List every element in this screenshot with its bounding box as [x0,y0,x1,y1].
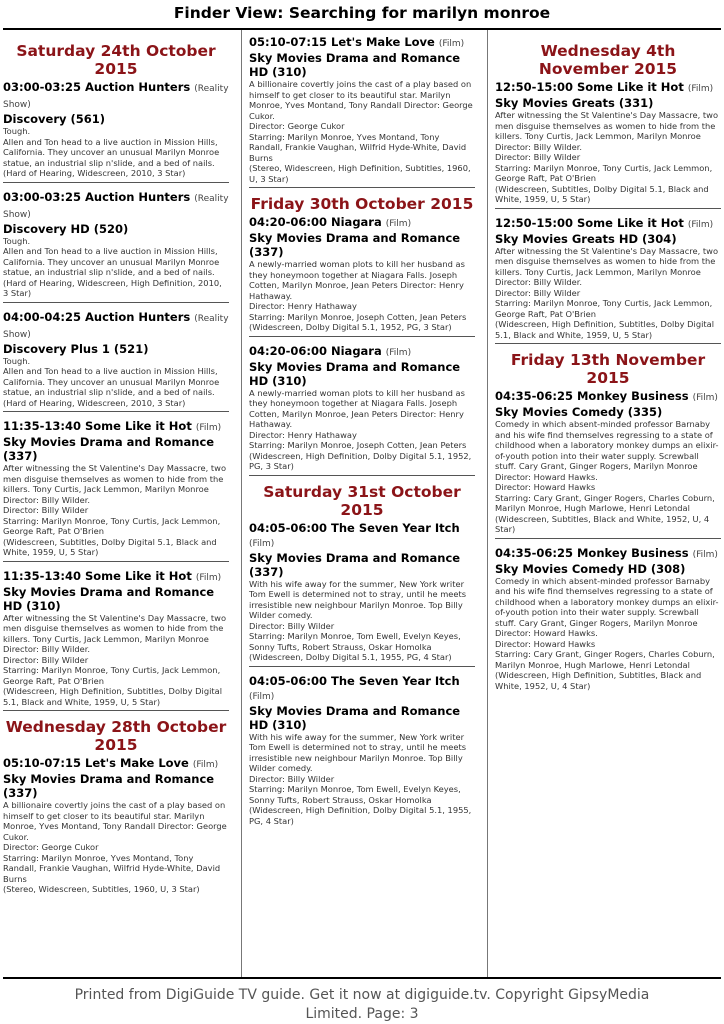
programme-type: (Film) [249,538,275,549]
programme-title-line [249,35,475,51]
programme-listing [249,344,475,476]
programme-listing [495,216,721,345]
programme-time-title: 12:50-15:00 Some Like it Hot [495,215,684,230]
programme-time-title: 04:20-06:00 Niagara [249,215,382,229]
channel-name: Sky Movies Drama and Romance (337) [249,231,461,259]
programme-time-title: 05:10-07:15 Let's Make Love [3,756,189,770]
programme-type: (Film) [692,393,718,403]
programme-type: (Film) [195,423,222,433]
footer [0,986,724,1024]
listing-column-1 [3,35,229,905]
programme-listing [249,35,475,188]
programme-type: (Film) [195,572,222,583]
column-divider [241,30,242,977]
programme-listing [249,521,475,667]
channel-name: Sky Movies Drama and Romance HD (310) [3,584,215,613]
channel-name: Sky Movies Drama and Romance (337) [3,435,215,463]
programme-time-title: 05:10-07:15 Let's Make Love [249,35,435,49]
programme-time-title: 04:05-06:00 The Seven Year Itch [249,520,460,535]
programme-listing [3,756,229,898]
programme-title-line [249,215,475,231]
programme-title-line [3,190,229,222]
programme-listing [3,419,229,562]
programme-title-line [3,756,229,772]
column-divider [487,30,488,977]
programme-listing [495,389,721,539]
programme-description: Comedy in which absent-minded professor Barnaby and his wife find themselves regressing to a state of childhood when a laboratory monkey dumps an elixir-of-youth potion into their water supply. Screwball stuff. Cary Grant, Ginger Rogers, Marilyn Monroe Director: Howard Hawks. Director: Howard Hawks Starring: Cary Grant, Ginger Rogers, Charles Coburn, Marilyn Monroe, Hugh Marlowe, Henri Letondal (Widescreen, High Definition, Subtitles, Black and White, 1952, U, 4 Star) [495,575,719,691]
programme-type: (Film) [385,347,412,358]
channel-name: Sky Movies Drama and Romance (337) [249,550,461,579]
listing-column-2 [249,35,475,836]
programme-description: After witnessing the St Valentine's Day Massacre, two men disguise themselves as women to hide from the killers. Tony Curtis, Jack Lemmon, Marilyn Monroe Director: Billy Wilder. Director: Billy Wilder Starring: Marilyn Monroe, Tony Curtis, Jack Lemmon, George Raft, Pat O'Brien (Widescreen, Subtitles, Dolby Digital 5.1, Black and White, 1959, U, 5 Star) [495,110,719,204]
programme-type: (Reality Show) [3,193,229,220]
programme-time-title: 04:00-04:25 Auction Hunters [3,309,191,324]
programme-description: With his wife away for the summer, New York writer Tom Ewell is determined not to stray, until he meets irresistible new neighbour Marilyn Monroe. Top Billy Wilder comedy. Director: Billy Wilder Starring: Marilyn Monroe, Tom Ewell, Evelyn Keyes, Sonny Tufts, Robert Strauss, Oskar Homolka (Widescreen, Dolby Digital 5.1, 1955, PG, 4 Star) [249,578,467,662]
programme-title-line [495,80,721,96]
programme-type: (Film) [438,39,465,49]
listing-column-3 [495,35,721,701]
programme-time-title: 11:35-13:40 Some Like it Hot [3,568,192,583]
programme-title-line [249,344,475,360]
programme-title-line [249,674,475,704]
programme-listing [249,674,475,830]
programme-title-line [3,419,229,435]
programme-type: (Film) [385,219,412,229]
programme-type: (Film) [692,549,718,560]
channel-name: Discovery (561) [3,112,106,126]
programme-type: (Film) [687,219,714,230]
channel-name: Sky Movies Drama and Romance (337) [3,772,215,800]
day-heading: Wednesday 28th October 2015 [5,718,227,754]
programme-description: Tough. Allen and Ton head to a live auction in Mission Hills, California. They uncover an unusual Marilyn Monroe statue, an industrial slip n'slide, and a bed of nails. (Hard of Hearing, Widescreen, 2010, 3 Star) [3,355,220,408]
programme-type: (Film) [249,691,275,702]
page-title: Finder View: Searching for marilyn monroe [173,4,551,22]
programme-listing [495,546,721,695]
programme-description: Tough. Allen and Ton head to a live auction in Mission Hills, California. They uncover an unusual Marilyn Monroe statue, an industrial slip n'slide, and a bed of nails. (Hard of Hearing, Widescreen, 2010, 3 Star) [3,126,220,178]
programme-description: With his wife away for the summer, New York writer Tom Ewell is determined not to stray, until he meets irresistible new neighbour Marilyn Monroe. Top Billy Wilder comedy. Director: Billy Wilder Starring: Marilyn Monroe, Tom Ewell, Evelyn Keyes, Sonny Tufts, Robert Strauss, Oskar Homolka (Widescreen, High Definition, Dolby Digital 5.1, 1955, PG, 4 Star) [249,731,472,826]
programme-description: A newly-married woman plots to kill her husband as they honeymoon together at Niagara Falls. Joseph Cotten, Marilyn Monroe, Jean Peters Director: Henry Hathaway. Director: Henry Hathaway Starring: Marilyn Monroe, Joseph Cotten, Jean Peters (Widescreen, Dolby Digital 5.1, 1952, PG, 3 Star) [249,259,467,332]
programme-description: After witnessing the St Valentine's Day Massacre, two men disguise themselves as women to hide from the killers. Tony Curtis, Jack Lemmon, Marilyn Monroe Director: Billy Wilder. Director: Billy Wilder Starring: Marilyn Monroe, Tony Curtis, Jack Lemmon, George Raft, Pat O'Brien (Widescreen, Subtitles, Dolby Digital 5.1, Black and White, 1959, U, 5 Star) [3,463,227,557]
channel-name: Sky Movies Comedy (335) [495,405,663,419]
programme-title-line [3,569,229,585]
channel-name: Sky Movies Drama and Romance HD (310) [249,703,461,732]
programme-time-title: 03:00-03:25 Auction Hunters [3,189,191,204]
programme-time-title: 04:20-06:00 Niagara [249,343,382,358]
programme-time-title: 11:35-13:40 Some Like it Hot [3,419,192,433]
programme-title-line [249,521,475,551]
programme-title-line [3,80,229,112]
programme-type: (Film) [192,760,219,770]
header-divider [3,28,721,30]
channel-name: Sky Movies Drama and Romance HD (310) [249,359,461,388]
footer-line-2: Limited. Page: 3 [305,1006,419,1022]
programme-title-line [3,310,229,342]
programme-description: Tough. Allen and Ton head to a live auction in Mission Hills, California. They uncover an unusual Marilyn Monroe statue, an industrial slip n'slide, and a bed of nails. (Hard of Hearing, Widescreen, High Definition, 2010, 3 Star) [3,235,222,298]
programme-time-title: 03:00-03:25 Auction Hunters [3,80,191,94]
programme-type: (Reality Show) [3,84,229,110]
programme-type: (Film) [687,84,714,94]
footer-divider [3,977,721,979]
programme-listing [3,190,229,303]
programme-listing [495,80,721,209]
channel-name: Discovery HD (520) [3,221,129,236]
day-heading: Wednesday 4th November 2015 [538,42,678,78]
programme-listing [3,569,229,712]
programme-title-line [495,389,721,405]
programme-time-title: 04:35-06:25 Monkey Business [495,545,689,560]
programme-time-title: 04:05-06:00 The Seven Year Itch [249,673,460,688]
channel-name: Discovery Plus 1 (521) [3,341,149,356]
programme-type: (Reality Show) [3,313,229,340]
programme-title-line [495,216,721,232]
programme-time-title: 12:50-15:00 Some Like it Hot [495,80,684,94]
programme-description: After witnessing the St Valentine's Day Massacre, two men disguise themselves as women to hide from the killers. Tony Curtis, Jack Lemmon, Marilyn Monroe Director: Billy Wilder. Director: Billy Wilder Starring: Marilyn Monroe, Tony Curtis, Jack Lemmon, George Raft, Pat O'Brien (Widescreen, High Definition, Subtitles, Dolby Digital 5.1, Black and White, 1959, U, 5 Star) [495,245,719,340]
channel-name: Sky Movies Greats (331) [495,96,654,110]
programme-description: Comedy in which absent-minded professor Barnaby and his wife find themselves regressing to a state of childhood when a laboratory monkey dumps an elixir-of-youth potion into their water supply. Screwball stuff. Cary Grant, Ginger Rogers, Marilyn Monroe Director: Howard Hawks. Director: Howard Hawks Starring: Cary Grant, Ginger Rogers, Charles Coburn, Marilyn Monroe, Hugh Marlowe, Henri Letondal (Widescreen, Subtitles, Black and White, 1952, U, 4 Star) [495,419,719,534]
programme-listing [3,80,229,183]
programme-description: A newly-married woman plots to kill her husband as they honeymoon together at Niagara Falls. Joseph Cotten, Marilyn Monroe, Jean Peters Director: Henry Hathaway. Director: Henry Hathaway Starring: Marilyn Monroe, Joseph Cotten, Jean Peters (Widescreen, High Definition, Dolby Digital 5.1, 1952, PG, 3 Star) [249,387,472,471]
day-heading: Friday 30th October 2015 [250,195,474,213]
programme-description: A billionaire covertly joins the cast of a play based on himself to get closer to its beautiful star. Marilyn Monroe, Yves Montand, Tony Randall Director: George Cukor. Director: George Cukor Starring: Marilyn Monroe, Yves Montand, Tony Randall, Frankie Vaughan, Wilfrid Hyde-White, David Burns (Stereo, Widescreen, Subtitles, 1960, U, 3 Star) [3,800,227,894]
channel-name: Sky Movies Comedy HD (308) [495,561,686,576]
programme-description: A billionaire covertly joins the cast of a play based on himself to get closer to its beautiful star. Marilyn Monroe, Yves Montand, Tony Randall Director: George Cukor. Director: George Cukor Starring: Marilyn Monroe, Yves Montand, Tony Randall, Frankie Vaughan, Wilfrid Hyde-White, David Burns (Stereo, Widescreen, High Definition, Subtitles, 1960, U, 3 Star) [249,79,473,184]
day-heading: Saturday 24th October 2015 [16,42,216,78]
programme-listing [3,310,229,413]
programme-listing [249,215,475,337]
day-heading: Saturday 31st October 2015 [263,482,461,519]
programme-title-line [495,546,721,562]
channel-name: Sky Movies Greats HD (304) [495,231,677,246]
programme-description: After witnessing the St Valentine's Day Massacre, two men disguise themselves as women to hide from the killers. Tony Curtis, Jack Lemmon, Marilyn Monroe Director: Billy Wilder. Director: Billy Wilder Starring: Marilyn Monroe, Tony Curtis, Jack Lemmon, George Raft, Pat O'Brien (Widescreen, High Definition, Subtitles, Dolby Digital 5.1, Black and White, 1959, U, 5 Star) [3,612,227,707]
day-heading: Friday 13th November 2015 [510,351,706,387]
programme-time-title: 04:35-06:25 Monkey Business [495,389,689,403]
footer-line-1: Printed from DigiGuide TV guide. Get it now at digiguide.tv. Copyright GipsyMedia [74,987,650,1003]
channel-name: Sky Movies Drama and Romance HD (310) [249,51,461,79]
